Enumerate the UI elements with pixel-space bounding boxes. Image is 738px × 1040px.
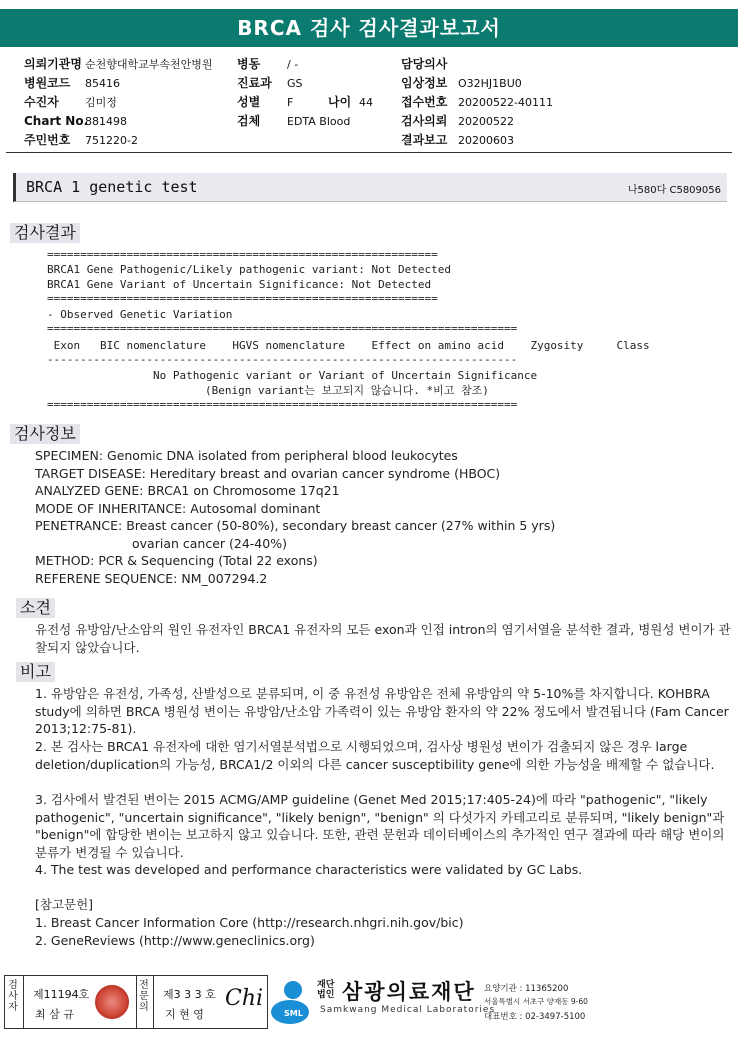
- result-vus-line: BRCA1 Gene Variant of Uncertain Significance: Not Detected: [47, 278, 432, 291]
- remarks-item-3: 3. 검사에서 발견된 변이는 2015 ACMG/AMP guideline (Genet Med 2015;17:405-24)에 따라 "pathogenic", "likely pathogenic", "uncertain significance", "likely benign", "benign" 의 다섯가지 카테고리로 분류되며, "likely benign"과 "benign"에 합당한 변이는 보고하지 않고 있습니다. 또한, 관련 문헌과 데이터베이스의 추가적인 연구 결과에 따라 해당 변이의 분류가 변경될 수 있습니다.: [35, 792, 725, 860]
- examiner-seal-icon: [95, 985, 129, 1019]
- reference-1: 1. Breast Cancer Information Core (http://research.nhgri.nih.gov/bic): [35, 915, 464, 930]
- header-ward: 병동 / -: [237, 57, 299, 71]
- signature-divider-2: [136, 976, 137, 1028]
- header-col3: [401, 55, 553, 150]
- org-name: 삼광의료재단: [342, 980, 476, 1004]
- info-target-disease: TARGET DISEASE: Hereditary breast and ovarian cancer syndrome (HBOC): [35, 466, 501, 481]
- sml-logo-text: SML: [284, 1009, 303, 1018]
- result-separator-4: -----------------------------------------------------------------------: [47, 353, 518, 366]
- header-receipt-no: 접수번호 20200522-40111: [401, 95, 553, 109]
- specialist-number: 제3 3 3 호: [163, 988, 216, 1001]
- remarks-section-title: 비고: [16, 662, 55, 682]
- info-specimen: SPECIMEN: Genomic DNA isolated from peripheral blood leukocytes: [35, 448, 458, 463]
- result-separator-3: =======================================================================: [47, 322, 518, 335]
- result-observed-label: - Observed Genetic Variation: [47, 308, 233, 321]
- info-section-title: 검사정보: [10, 424, 80, 444]
- org-prefix: 재단법인: [317, 980, 335, 1000]
- examiner-label: 검사자: [8, 980, 18, 1013]
- remarks-item-4: 4. The test was developed and performance characteristics were validated by GC Labs.: [35, 862, 583, 877]
- info-reference-sequence: REFERENE SEQUENCE: NM_007294.2: [35, 571, 268, 586]
- info-penetrance: PENETRANCE: Breast cancer (50-80%), secondary breast cancer (27% within 5 yrs): [35, 518, 556, 533]
- opinion-text: 유전성 유방암/난소암의 원인 유전자인 BRCA1 유전자의 모든 exon과 인접 intron의 염기서열을 분석한 결과, 병원성 변이가 관찰되지 않았습니다.: [35, 622, 731, 655]
- remarks-item-1: 1. 유방암은 유전성, 가족성, 산발성으로 분류되며, 이 중 유전성 유방암은 전체 유방암의 약 5-10%를 차지합니다. KOHBRA study에 의하면 BRCA 병원성 변이는 유방암/난소암 가족력이 있는 유방암 환자의 약 22% 정도에서 발견됩니다 (Fam Cancer 2013;12:75-81).: [35, 686, 729, 736]
- specialist-label: 전문의: [139, 980, 149, 1013]
- examiner-name: 최 삼 규: [35, 1008, 74, 1021]
- test-name: BRCA 1 genetic test: [26, 178, 198, 196]
- references-title: [참고문헌]: [35, 897, 94, 912]
- report-title: BRCA 검사 검사결과보고서: [0, 9, 738, 47]
- org-english-name: Samkwang Medical Laboratories: [320, 1005, 496, 1015]
- info-method: METHOD: PCR & Sequencing (Total 22 exons): [35, 553, 318, 568]
- header-sex-age: 성별 F 나이 44: [237, 95, 373, 109]
- sml-logo-icon: [270, 976, 316, 1026]
- specialist-signature: Chi: [225, 986, 264, 1011]
- reference-2: 2. GeneReviews (http://www.geneclinics.org): [35, 933, 315, 948]
- header-patient: 수진자 김미정: [24, 95, 117, 109]
- result-table-header: Exon BIC nomenclature HGVS nomenclature Effect on amino acid Zygosity Class: [47, 339, 650, 352]
- result-no-variant: No Pathogenic variant or Variant of Uncertain Significance: [153, 369, 538, 382]
- org-institution-code: 요양기관 : 11365200: [484, 984, 569, 994]
- header-divider: [6, 152, 732, 153]
- header-department: 진료과 GS: [237, 76, 303, 90]
- org-phone: 대표번호 : 02-3497-5100: [484, 1012, 586, 1022]
- header-col1: [24, 55, 213, 150]
- header-clinical-info: 임상정보 O32HJ1BU0: [401, 76, 522, 90]
- header-hospital-code: 병원코드 85416: [24, 76, 120, 90]
- info-inheritance: MODE OF INHERITANCE: Autosomal dominant: [35, 501, 321, 516]
- result-separator-2: ===========================================================: [47, 292, 438, 305]
- specialist-name: 지 현 영: [165, 1008, 204, 1021]
- test-bar: [13, 173, 727, 202]
- header-col2: [237, 55, 373, 131]
- signature-divider-1: [23, 976, 24, 1028]
- header-doctor: 담당의사: [401, 57, 448, 71]
- org-address: 서울특별시 서초구 양재동 9-60: [484, 997, 588, 1006]
- opinion-section-title: 소견: [16, 598, 55, 618]
- header-resident-no: 주민번호 751220-2: [24, 133, 138, 147]
- signature-box: [4, 975, 268, 1029]
- result-no-variant-note: (Benign variant는 보고되지 않습니다. *비고 참조): [205, 384, 489, 397]
- info-penetrance-ovarian: ovarian cancer (24-40%): [132, 536, 287, 551]
- test-code: 나580다 C5809056: [627, 185, 721, 196]
- result-separator-5: =======================================================================: [47, 398, 518, 411]
- result-section-title: 검사결과: [10, 223, 80, 243]
- header-request-date: 검사의뢰 20200522: [401, 114, 514, 128]
- remarks-item-2: 2. 본 검사는 BRCA1 유전자에 대한 염기서열분석법으로 시행되었으며, 검사상 병원성 변이가 검출되지 않은 경우 large deletion/duplication의 가능성, BRCA1/2 이외의 다른 cancer susceptibility gene에 의한 가능성을 배제할 수 없습니다.: [35, 739, 715, 772]
- result-pathogenic-line: BRCA1 Gene Pathogenic/Likely pathogenic variant: Not Detected: [47, 263, 451, 276]
- examiner-number: 제11194호: [33, 988, 90, 1001]
- result-separator-1: ===========================================================: [47, 248, 438, 261]
- header-chart-no: Chart No.881498: [24, 114, 127, 128]
- signature-divider-3: [153, 976, 154, 1028]
- header-institution: 의뢰기관명 순천향대학교부속천안병원: [24, 57, 213, 71]
- header-specimen: 검체 EDTA Blood: [237, 114, 351, 128]
- info-analyzed-gene: ANALYZED GENE: BRCA1 on Chromosome 17q21: [35, 483, 340, 498]
- header-report-date: 결과보고 20200603: [401, 133, 514, 147]
